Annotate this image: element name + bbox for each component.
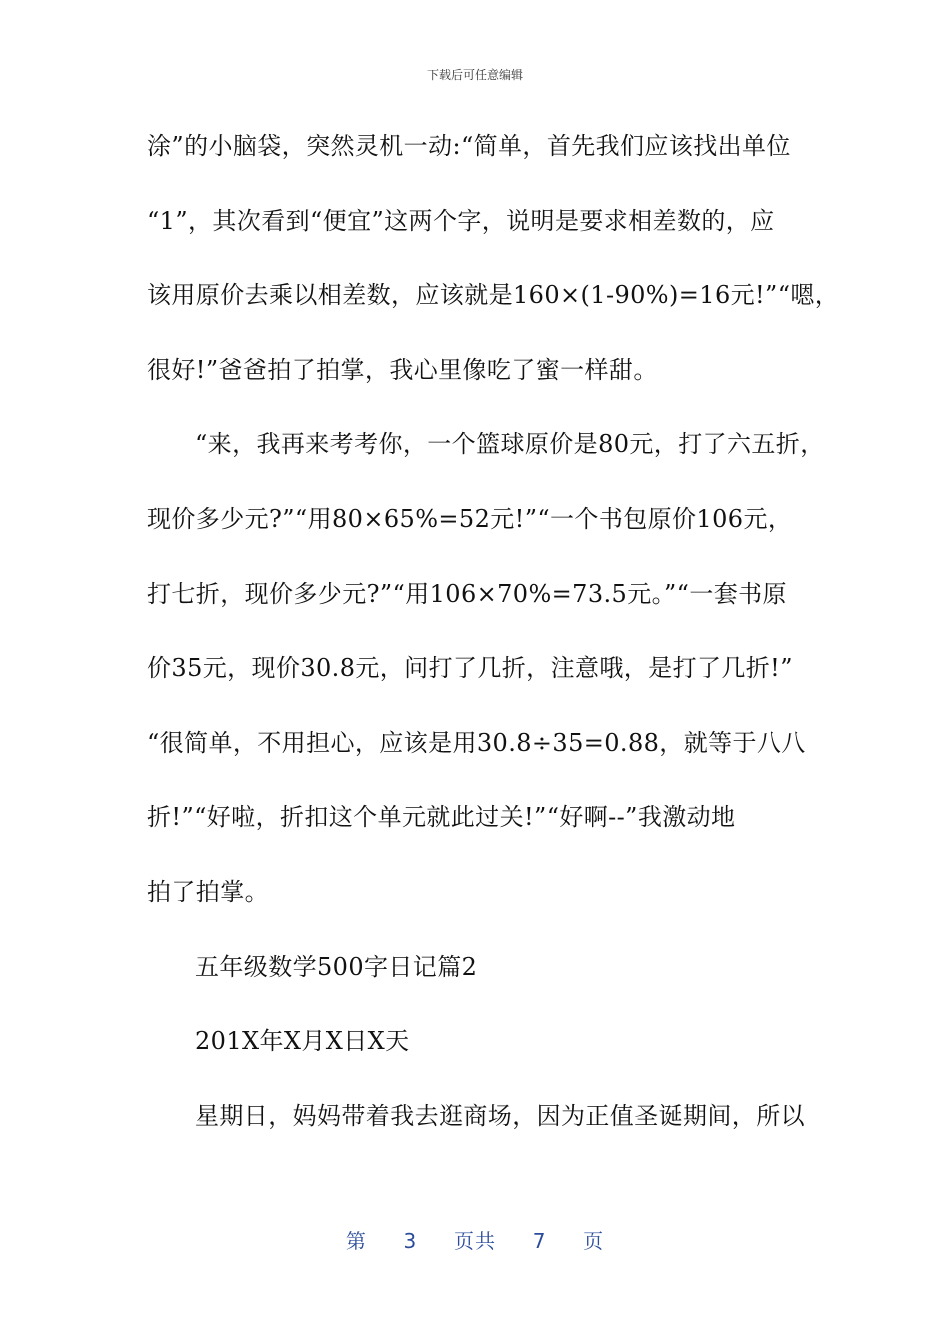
paragraph-line: 星期日，妈妈带着我去逛商场，因为正值圣诞期间，所以 <box>195 1101 805 1130</box>
document-body <box>147 124 840 1168</box>
paragraph-line: 很好!”爸爸拍了拍掌，我心里像吃了蜜一样甜。 <box>147 355 658 384</box>
diary-date-line: 201X年X月X日X天 <box>195 1027 410 1056</box>
paragraph-line: 折!”“好啦，折扣这个单元就此过关!”“好啊--”我激动地 <box>147 803 736 832</box>
paragraph-line: “1”，其次看到“便宜”这两个字，说明是要求相差数的，应 <box>147 206 775 235</box>
page-mid: 页共 <box>454 1229 496 1253</box>
paragraph-line: 打七折，现价多少元?”“用106×70%=73.5元。”“一套书原 <box>147 579 787 608</box>
paragraph-line: 拍了拍掌。 <box>147 877 269 906</box>
paragraph-line: 该用原价去乘以相差数，应该就是160×(1-90%)=16元!”“嗯， <box>147 281 840 310</box>
page-total: 7 <box>532 1229 547 1253</box>
page-current: 3 <box>403 1229 418 1253</box>
page-prefix: 第 <box>345 1229 367 1253</box>
section-heading: 五年级数学500字日记篇2 <box>195 952 478 981</box>
paragraph-line: 现价多少元?”“用80×65%=52元!”“一个书包原价106元， <box>147 504 793 533</box>
paragraph-line: “很简单，不用担心，应该是用30.8÷35=0.88，就等于八八 <box>147 728 806 757</box>
page-header-note: 下载后可任意编辑 <box>426 68 523 82</box>
paragraph-line: “来，我再来考考你，一个篮球原价是80元，打了六五折， <box>195 430 825 459</box>
paragraph-line: 涂”的小脑袋，突然灵机一动:“简单，首先我们应该找出单位 <box>147 132 791 160</box>
page-suffix: 页 <box>583 1229 605 1253</box>
page-number-footer <box>0 1225 950 1254</box>
paragraph-line: 价35元，现价30.8元，问打了几折，注意哦，是打了几折!” <box>147 654 793 683</box>
